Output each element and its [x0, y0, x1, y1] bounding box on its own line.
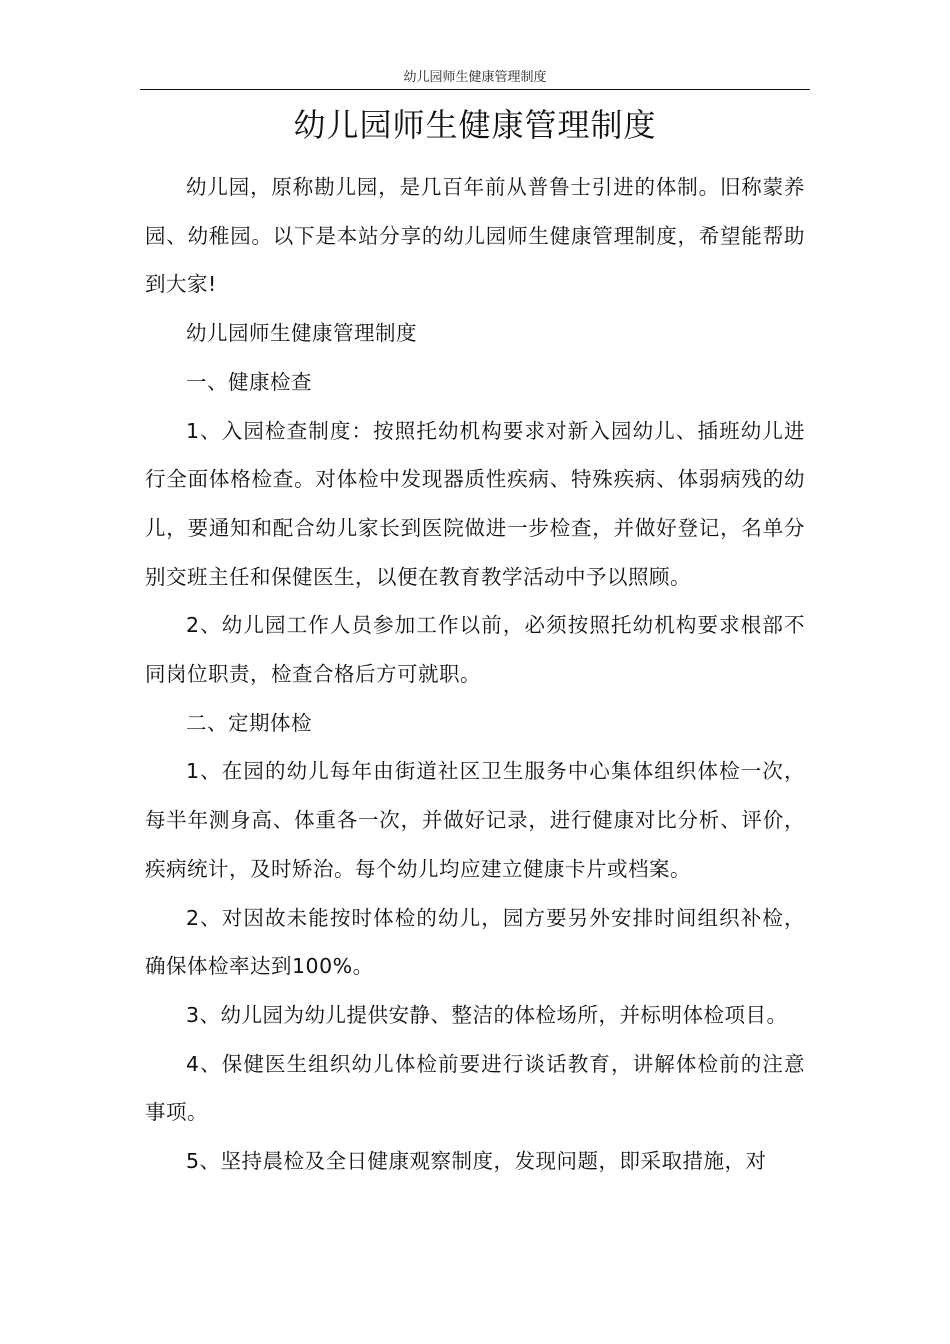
paragraph-check-venue: 3、幼儿园为幼儿提供安静、整洁的体检场所，并标明体检项目。 — [186, 1002, 788, 1027]
paragraph-admission-check: 1、入园检查制度：按照托幼机构要求对新入园幼儿、插班幼儿进行全面体格检查。对体检中发现器质性疾病、特殊疾病、体弱病残的幼儿，要通知和配合幼儿家长到医院做进一步检查，并做好登记，名单分别交班主任和保健医生，以便在教育教学活动中予以照顾。 — [145, 418, 805, 589]
paragraph-pre-check-talk: 4、保健医生组织幼儿体检前要进行谈话教育，讲解体检前的注意事项。 — [145, 1051, 805, 1125]
running-header: 幼儿园师生健康管理制度 — [403, 70, 547, 85]
paragraph-subtitle: 幼儿园师生健康管理制度 — [186, 321, 417, 346]
header-rule — [140, 89, 810, 90]
paragraph-makeup-check: 2、对因故未能按时体检的幼儿，园方要另外安排时间组织补检，确保体检率达到100%。 — [145, 905, 805, 979]
paragraph-morning-check: 5、坚持晨检及全日健康观察制度，发现问题，即采取措施，对 — [186, 1149, 767, 1174]
document-title: 幼儿园师生健康管理制度 — [293, 106, 657, 144]
paragraph-staff-check: 2、幼儿园工作人员参加工作以前，必须按照托幼机构要求根部不同岗位职责，检查合格后方可就职。 — [145, 613, 805, 687]
paragraph-intro: 幼儿园，原称勘儿园，是几百年前从普鲁士引进的体制。旧称蒙养园、幼稚园。以下是本站分享的幼儿园师生健康管理制度，希望能帮助到大家! — [145, 175, 805, 297]
section-heading-health-check: 一、健康检查 — [186, 369, 312, 394]
paragraph-annual-check: 1、在园的幼儿每年由街道社区卫生服务中心集体组织体检一次，每半年测身高、体重各一次，并做好记录，进行健康对比分析、评价，疾病统计，及时矫治。每个幼儿均应建立健康卡片或档案。 — [145, 759, 805, 881]
section-heading-regular-check: 二、定期体检 — [186, 710, 312, 735]
document-body — [145, 163, 805, 1186]
